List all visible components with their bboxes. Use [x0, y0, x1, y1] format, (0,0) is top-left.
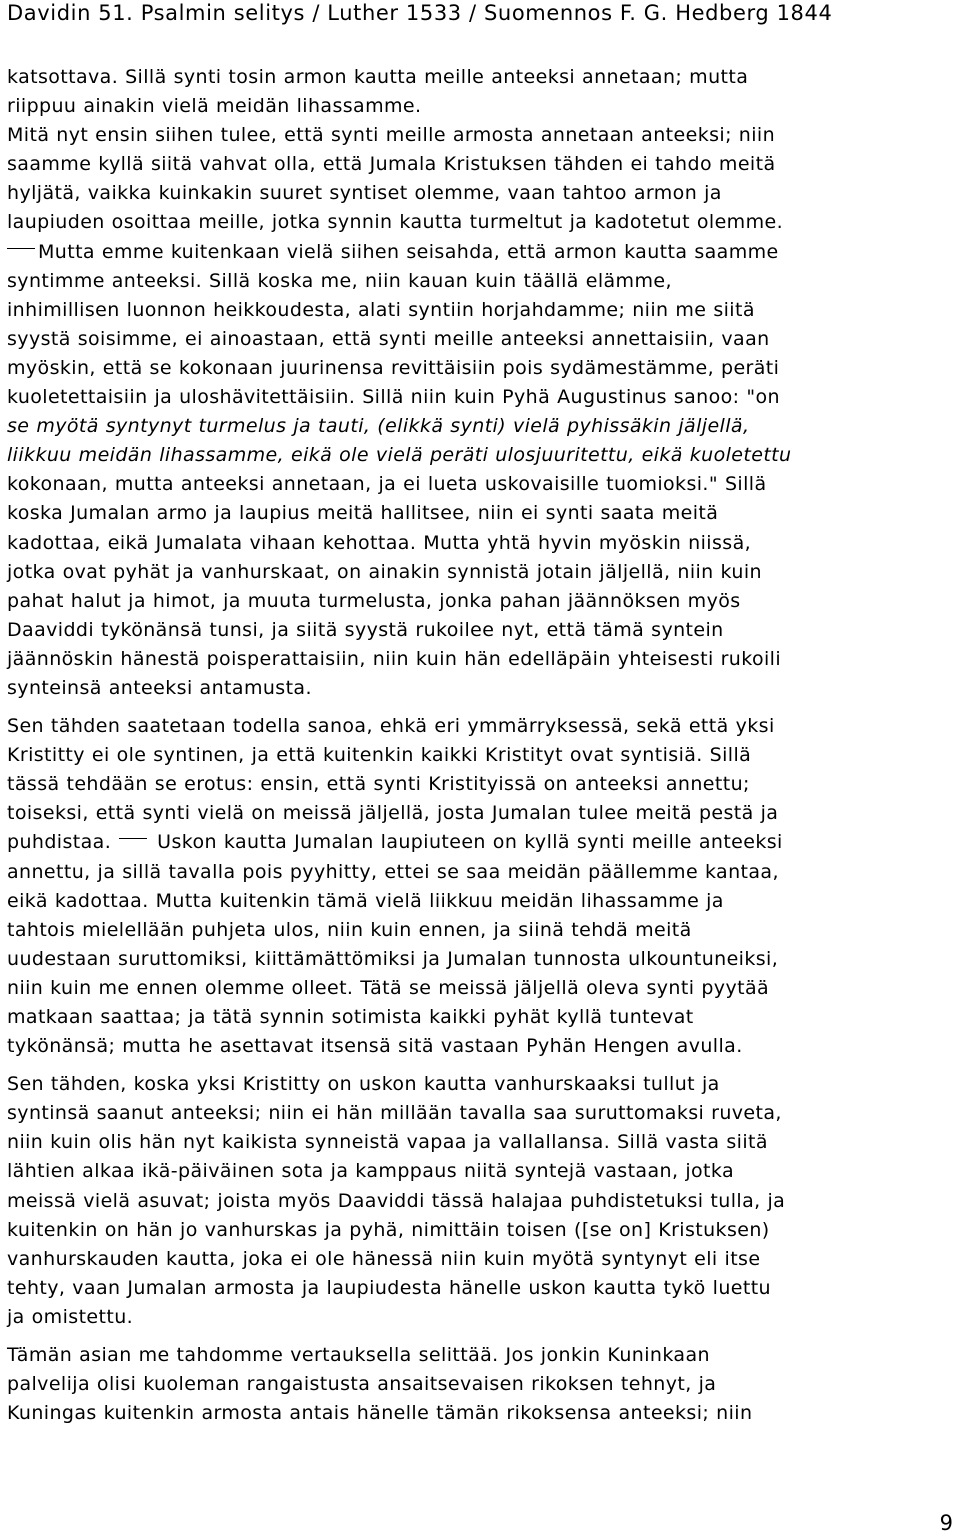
quote-line: liikkuu meidän lihassamme, eikä ole vielä peräti ulosjuuritettu, eikä kuoletettu [7, 444, 792, 467]
text-line: synteinsä anteeksi antamusta. [7, 676, 312, 699]
paragraph-4 [7, 1070, 957, 1332]
text-segment: puhdistaa. [7, 831, 112, 854]
text-line: jotka ovat pyhät ja vanhurskaat, on ainakin synnistä jotain jäljellä, niin kuin [7, 560, 762, 583]
text-line: matkaan saattaa; ja tätä synnin sotimista kaikki pyhät kyllä tuntevat [7, 1006, 694, 1028]
paragraph-2 [7, 121, 957, 703]
text-line: uudestaan suruttomiksi, kiittämättömiksi ja Jumalan tunnosta ulkountuneiksi, [7, 947, 779, 970]
text-line: tahtois mielellään puhjeta ulos, niin kuin ennen, ja siinä tehdä meitä [7, 918, 692, 941]
text-line: annettu, ja sillä tavalla pois pyyhitty, ettei se saa meidän päällemme kantaa, [7, 860, 779, 883]
text-line: laupiuden osoittaa meille, jotka synnin kautta turmeltut ja kadotetut olemme. [7, 211, 784, 234]
running-header: Davidin 51. Psalmin selitys / Luther 1533 / Suomennos F. G. Hedberg 1844 [7, 1, 833, 25]
text-line: niin kuin me ennen olemme olleet. Tätä se meissä jäljellä oleva synti pyytää [7, 976, 770, 999]
text-line: koska Jumalan armo ja laupius meitä hallitsee, niin ei synti saata meitä [7, 502, 719, 525]
text-line: jäännöskin hänestä poisperattaisiin, niin kuin hän edelläpäin yhteisesti rukoili [7, 647, 782, 670]
text-line: riippuu ainakin vielä meidän lihassamme. [7, 95, 422, 118]
text-line: saamme kyllä siitä vahvat olla, että Jumala Kristuksen tähden ei tahdo meitä [7, 153, 776, 176]
paragraph-3 [7, 712, 957, 1061]
text-line: tehty, vaan Jumalan armosta ja laupiudesta hänelle uskon kautta tykö luettu [7, 1276, 771, 1299]
text-line: hyljätä, vaikka kuinkakin suuret syntiset olemme, vaan tahtoo armon ja [7, 182, 722, 205]
text-line: lähtien alkaa ikä-päiväinen sota ja kamppaus niitä syntejä vastaan, jotka [7, 1160, 734, 1183]
text-line [7, 238, 957, 267]
text-line: Kristitty ei ole syntinen, ja että kuitenkin kaikki Kristityt ovat syntisiä. Sillä [7, 744, 752, 767]
text-line: Sen tähden saatetaan todella sanoa, ehkä eri ymmärryksessä, sekä että yksi [7, 715, 775, 738]
text-line [7, 828, 957, 857]
text-line: kadottaa, eikä Jumalata vihaan kehottaa. Mutta yhtä hyvin myöskin niissä, [7, 531, 752, 554]
text-line: ja omistettu. [7, 1305, 134, 1328]
text-line: palvelija olisi kuoleman rangaistusta ansaitsevaisen rikoksen tehnyt, ja [7, 1373, 717, 1396]
text-line: niin kuin olis hän nyt kaikista synneistä vapaa ja vallallansa. Sillä vasta siitä [7, 1131, 768, 1154]
text-line: syystä soisimme, ei ainoastaan, että synti meille anteeksi annettaisiin, vaan [7, 327, 770, 350]
text-line: pahat halut ja himot, ja muuta turmelusta, jonka pahan jäännöksen myös [7, 589, 741, 612]
body-text [7, 63, 957, 1428]
paragraph-5 [7, 1341, 957, 1428]
text-segment: Uskon kautta Jumalan laupiuteen on kyllä synti meille anteeksi [157, 831, 783, 854]
page-number: 9 [939, 1511, 953, 1535]
text-line: Kuningas kuitenkin armosta antais hänelle tämän rikoksensa anteeksi; niin [7, 1402, 753, 1425]
paragraph-1 [7, 63, 957, 121]
text-line: tykönänsä; mutta he asettavat itsensä sitä vastaan Pyhän Hengen avulla. [7, 1035, 743, 1058]
em-dash [7, 248, 35, 249]
text-line: toiseksi, että synti vielä on meissä jäljellä, josta Jumalan tulee meitä pestä ja [7, 802, 779, 825]
em-dash [119, 838, 147, 839]
text-line: syntinsä saanut anteeksi; niin ei hän millään tavalla saa suruttomaksi ruveta, [7, 1102, 782, 1125]
text-line: kuitenkin on hän jo vanhurskas ja pyhä, nimittäin toisen ([se on] Kristuksen) [7, 1218, 770, 1241]
text-line: meissä vielä asuvat; joista myös Daaviddi tässä halajaa puhdistetuksi tulla, ja [7, 1189, 786, 1212]
text-line: katsottava. Sillä synti tosin armon kautta meille anteeksi annetaan; mutta [7, 66, 749, 88]
text-segment: Mutta emme kuitenkaan vielä siihen seisahda, että armon kautta saamme [38, 240, 779, 263]
text-line: vanhurskauden kautta, joka ei ole hänessä niin kuin myötä syntynyt eli itse [7, 1247, 761, 1270]
text-line: myöskin, että se kokonaan juurinensa revittäisiin pois sydämestämme, peräti [7, 356, 780, 379]
text-line: eikä kadottaa. Mutta kuitenkin tämä vielä liikkuu meidän lihassamme ja [7, 889, 724, 912]
text-line: tässä tehdään se erotus: ensin, että synti Kristityissä on anteeksi annettu; [7, 773, 750, 796]
text-line: kokonaan, mutta anteeksi annetaan, ja ei lueta uskovaisille tuomioksi." Sillä [7, 473, 767, 496]
text-line: syntimme anteeksi. Sillä koska me, niin kauan kuin täällä elämme, [7, 269, 672, 292]
text-line: Mitä nyt ensin siihen tulee, että synti meille armosta annetaan anteeksi; niin [7, 124, 776, 147]
quote-line: se myötä syntynyt turmelus ja tauti, (elikkä synti) vielä pyhissäkin jäljellä, [7, 415, 750, 438]
text-line: Tämän asian me tahdomme vertauksella selittää. Jos jonkin Kuninkaan [7, 1344, 710, 1367]
text-line: Sen tähden, koska yksi Kristitty on uskon kautta vanhurskaaksi tullut ja [7, 1073, 720, 1096]
text-line: kuoletettaisiin ja uloshävitettäisiin. Sillä niin kuin Pyhä Augustinus sanoo: "on [7, 386, 780, 409]
text-line: Daaviddi tykönänsä tunsi, ja siitä syystä rukoilee nyt, että tämä syntein [7, 618, 724, 641]
text-line: inhimillisen luonnon heikkoudesta, alati syntiin horjahdamme; niin me siitä [7, 298, 755, 321]
